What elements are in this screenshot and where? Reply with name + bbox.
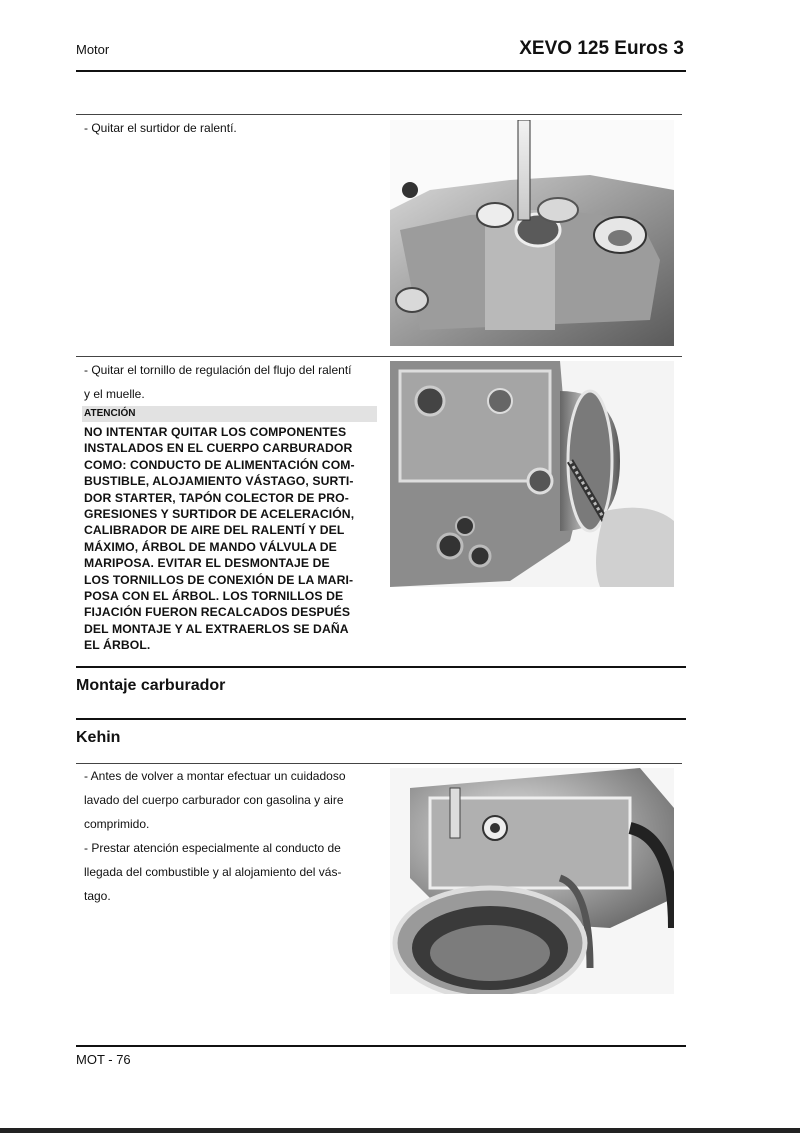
bottom-bar (0, 1128, 800, 1133)
step2-rule (76, 356, 682, 357)
photo-idle-jet-removal (390, 120, 674, 346)
photo-carburetor-body (390, 768, 674, 994)
section-rule-kehin (76, 718, 686, 720)
manual-title: XEVO 125 Euros 3 (519, 38, 684, 59)
kehin-line-2: lavado del cuerpo carburador con gasolina y aire (84, 793, 344, 807)
photo-idle-screw-removal (390, 361, 674, 587)
footer-rule (76, 1045, 686, 1047)
warning-text: NO INTENTAR QUITAR LOS COMPONENTES INSTALADOS EN EL CUERPO CARBURADOR COMO: CONDUCTO DE ALIMENTACIÓN COM- BUSTIBLE, ALOJAMIENTO VÁSTAGO, SURTI- DOR STARTER, TAPÓN COLECTOR DE PRO- GRESIONES Y SURTIDOR DE ACELERACIÓN, CALIBRADOR DE AIRE DEL RALENTÍ Y DEL MÁXIMO, ÁRBOL DE MANDO VÁLVULA DE MARIPOSA. EVITAR EL DESMONTAJE DE LOS TORNILLOS DE CONEXIÓN DE LA MARI- POSA CON EL ÁRBOL. LOS TORNILLOS DE FIJACIÓN FUERON RECALCADOS DESPUÉS DEL MONTAJE Y AL EXTRAERLOS SE DAÑA EL ÁRBOL. (84, 425, 355, 653)
section-title-kehin: Kehin (76, 729, 121, 746)
step2-text-line2: y el muelle. (84, 387, 145, 401)
warning-label: ATENCIÓN (82, 406, 377, 422)
kehin-line-4: - Prestar atención especialmente al conducto de (84, 841, 341, 855)
header-rule (76, 70, 686, 72)
kehin-line-6: tago. (84, 889, 111, 903)
kehin-line-5: llegada del combustible y al alojamiento del vás- (84, 865, 342, 879)
page-number: MOT - 76 (76, 1052, 131, 1067)
step2-text-line1: - Quitar el tornillo de regulación del flujo del ralentí (84, 363, 352, 377)
step1-rule (76, 114, 682, 115)
section-rule-montaje (76, 666, 686, 668)
step1-text: - Quitar el surtidor de ralentí. (84, 121, 237, 135)
kehin-line-1: - Antes de volver a montar efectuar un cuidadoso (84, 769, 346, 783)
section-title-montaje: Montaje carburador (76, 677, 226, 694)
kehin-line-3: comprimido. (84, 817, 150, 831)
header-section: Motor (76, 42, 110, 57)
